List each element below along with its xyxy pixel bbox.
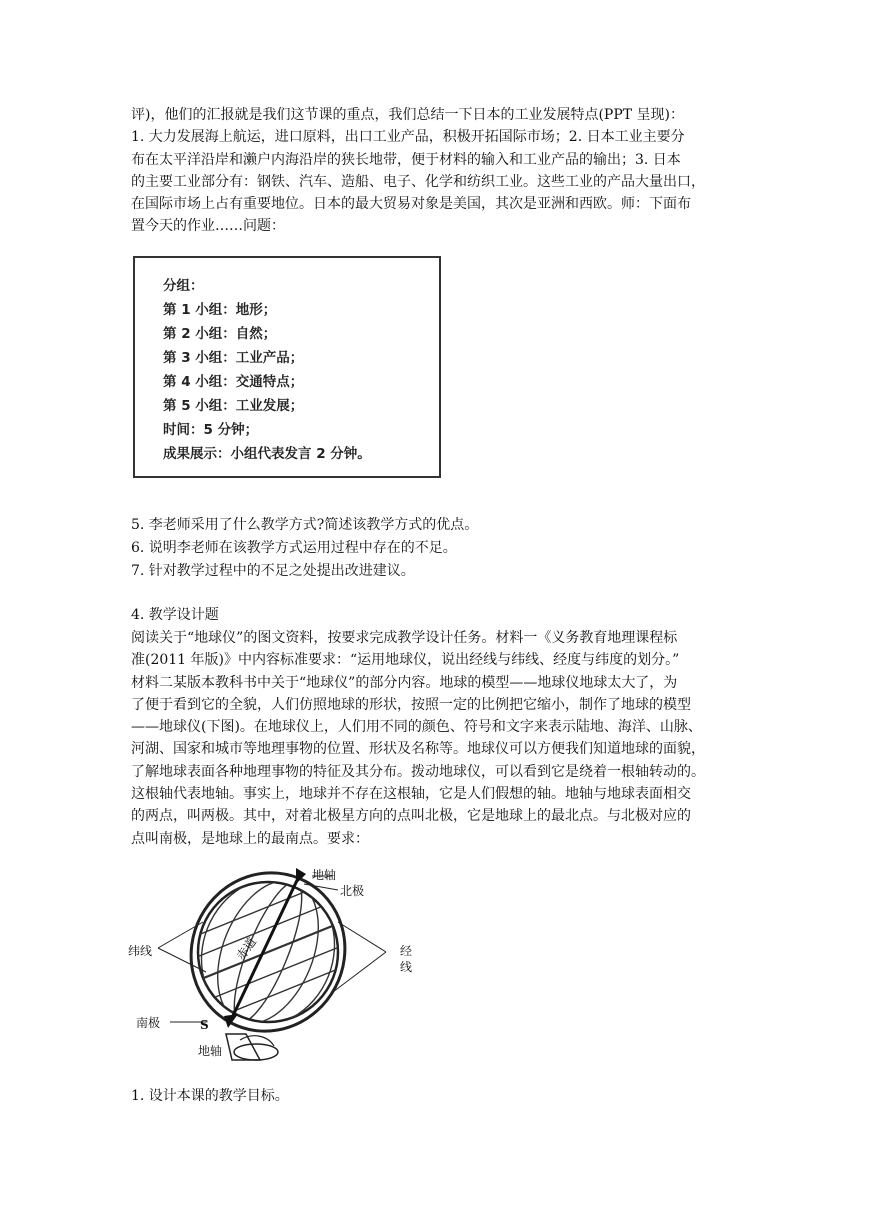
text-line: 了解地球表面各种地理事物的特征及其分布。拨动地球仪，可以看到它是绕着一根轴转动的。 xyxy=(131,763,705,780)
intro-paragraph xyxy=(131,104,743,238)
axis-top-label: 地轴 xyxy=(312,868,337,882)
north-pole-label: 北极 xyxy=(340,884,365,898)
text-line: 了便于看到它的全貌，人们仿照地球的形状，按照一定的比例把它缩小，制作了地球的模型 xyxy=(131,696,691,713)
south-pole-label: 南极 xyxy=(136,1016,161,1030)
final-question: 1. 设计本课的教学目标。 xyxy=(131,1088,289,1104)
text-line: ——地球仪(下图)。在地球仪上，人们用不同的颜色、符号和文字来表示陆地、海洋、山脉、 xyxy=(131,719,702,736)
text-line: 在国际市场上占有重要地位。日本的最大贸易对象是美国，其次是亚洲和西欧。师：下面布 xyxy=(131,196,691,213)
text-line: 1. 大力发展海上航运，进口原料，出口工业产品，积极开拓国际市场；2. 日本工业主要分 xyxy=(131,129,685,146)
globe-illustration xyxy=(128,862,428,1072)
text-line: 准(2011 年版)》中内容标准要求：“运用地球仪，说出经线与纬线、经度与纬度的划分。” xyxy=(131,652,680,669)
box-line: 第 3 小组：工业产品； xyxy=(163,350,304,366)
box-line: 第 5 小组：工业发展； xyxy=(163,398,304,414)
box-line: 第 1 小组：地形； xyxy=(163,302,277,318)
equator-label: 赤道 xyxy=(233,934,260,963)
section-title: 4. 教学设计题 xyxy=(131,607,219,623)
equator-line xyxy=(194,922,342,982)
question-6: 6. 说明李老师在该教学方式运用过程中存在的不足。 xyxy=(131,540,457,556)
s-letter-label: S xyxy=(200,1018,209,1032)
text-line: 阅读关于“地球仪”的图文资料，按要求完成教学设计任务。材料一《义务教育地理课程标 xyxy=(131,630,678,646)
text-line: 评)，他们的汇报就是我们这节课的重点，我们总结一下日本的工业发展特点(PPT 呈现)： xyxy=(131,107,685,123)
box-line: 第 2 小组：自然； xyxy=(163,326,277,342)
longitude-label-1: 经 xyxy=(400,944,413,958)
text-line: 布在太平洋沿岸和濑户内海沿岸的狭长地带，便于材料的输入和工业产品的输出；3. 日本 xyxy=(131,151,681,168)
question-7: 7. 针对教学过程中的不足之处提出改进建议。 xyxy=(131,563,415,579)
text-line: 河湖、国家和城市等地理事物的位置、形状及名称等。地球仪可以方便我们知道地球的面貌， xyxy=(131,741,705,758)
text-line: 置今天的作业……问题： xyxy=(131,218,285,235)
globe-figure xyxy=(128,862,428,1072)
question-5: 5. 李老师采用了什么教学方式?简述该教学方式的优点。 xyxy=(131,517,479,533)
text-line: 材料二某版本教科书中关于“地球仪”的部分内容。地球的模型——地球仪地球太大了，为 xyxy=(131,674,678,691)
axis-bottom-label: 地轴 xyxy=(198,1044,223,1058)
material-paragraph xyxy=(131,627,743,850)
group-assignment-figure xyxy=(131,250,449,482)
box-line: 时间：5 分钟； xyxy=(163,422,259,438)
box-line: 成果展示：小组代表发言 2 分钟。 xyxy=(163,446,371,462)
latitude-label: 纬线 xyxy=(128,944,153,958)
box-line: 第 4 小组：交通特点； xyxy=(163,374,304,390)
box-line: 分组： xyxy=(163,278,204,294)
text-line: 点叫南极，是地球上的最南点。要求： xyxy=(131,830,369,847)
longitude-label-2: 线 xyxy=(400,960,413,974)
text-line: 的主要工业部分有：钢铁、汽车、造船、电子、化学和纺织工业。这些工业的产品大量出口， xyxy=(131,173,705,190)
text-line: 的两点，叫两极。其中，对着北极星方向的点叫北极，它是地球上的最北点。与北极对应的 xyxy=(131,808,691,825)
group-assignment-box xyxy=(133,256,441,478)
text-line: 这根轴代表地轴。事实上，地球并不存在这根轴，它是人们假想的轴。地轴与地球表面相交 xyxy=(131,786,691,803)
